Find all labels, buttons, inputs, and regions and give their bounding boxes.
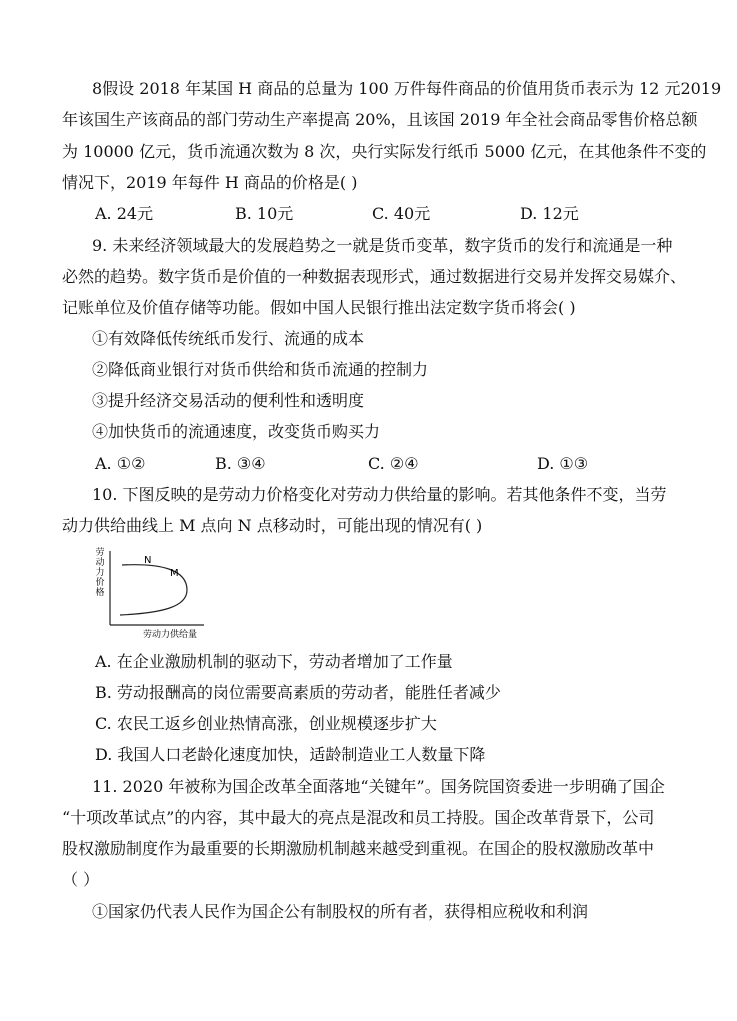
q10-line-1: 10. 下图反映的是劳动力价格变化对劳动力供给量的影响。若其他条件不变，当劳 xyxy=(92,485,667,504)
q9-option-d: D. ①③ xyxy=(537,454,589,473)
q8-line-1: 8假设 2018 年某国 H 商品的总量为 100 万件每件商品的价值用货币表示为 12 元2019 xyxy=(92,79,722,98)
q8-option-d: D. 12元 xyxy=(520,204,579,223)
q10-option-b: B. 劳动报酬高的岗位需要高素质的劳动者，能胜任者减少 xyxy=(95,683,501,702)
q8-line-4: 情况下，2019 年每件 H 商品的价格是( ) xyxy=(62,173,358,192)
graph-point-n: N xyxy=(144,555,152,566)
graph-y-label-2: 动 xyxy=(95,558,105,568)
q9-item-1: ①有效降低传统纸币发行、流通的成本 xyxy=(92,329,365,348)
q9-option-b: B. ③④ xyxy=(215,454,266,473)
q10-option-a: A. 在企业激励机制的驱动下，劳动者增加了工作量 xyxy=(95,652,453,671)
q8-line-3: 为 10000 亿元，货币流通次数为 8 次，央行实际发行纸币 5000 亿元，在其他条件不变的 xyxy=(62,142,707,161)
q10-line-2: 动力供给曲线上 M 点向 N 点移动时，可能出现的情况有( ) xyxy=(62,516,483,535)
q11-line-3: 股权激励制度作为最重要的长期激励机制越来越受到重视。在国企的股权激励改革中 xyxy=(62,839,655,858)
labor-supply-graph xyxy=(92,545,212,645)
graph-y-label-3: 力 xyxy=(95,568,105,578)
q9-line-1: 9. 未来经济领域最大的发展趋势之一就是货币变革，数字货币的发行和流通是一种 xyxy=(92,236,673,255)
q9-option-a: A. ①② xyxy=(95,454,146,473)
graph-y-label-4: 价 xyxy=(95,578,105,588)
q9-item-2: ②降低商业银行对货币供给和货币流通的控制力 xyxy=(92,360,429,379)
q9-line-2: 必然的趋势。数字货币是价值的一种数据表现形式，通过数据进行交易并发挥交易媒介、 xyxy=(62,267,687,286)
q11-line-4: （ ） xyxy=(62,870,100,889)
q11-line-2: “十项改革试点”的内容，其中最大的亮点是混改和员工持股。国企改革背景下，公司 xyxy=(62,808,655,827)
q8-line-2: 年该国生产该商品的部门劳动生产率提高 20%，且该国 2019 年全社会商品零售价格总额 xyxy=(62,110,698,129)
graph-y-label-5: 格 xyxy=(95,588,105,598)
q11-item-1: ①国家仍代表人民作为国企公有制股权的所有者，获得相应税收和利润 xyxy=(92,902,589,921)
q9-line-3: 记账单位及价值存储等功能。假如中国人民银行推出法定数字货币将会( ) xyxy=(62,298,576,317)
q8-option-c: C. 40元 xyxy=(372,204,431,223)
graph-y-label-1: 劳 xyxy=(95,548,105,558)
q9-item-3: ③提升经济交易活动的便利性和透明度 xyxy=(92,391,365,410)
q9-option-c: C. ②④ xyxy=(368,454,419,473)
graph-point-m: M xyxy=(170,568,179,579)
q8-option-a: A. 24元 xyxy=(95,204,154,223)
q10-option-c: C. 农民工返乡创业热情高涨，创业规模逐步扩大 xyxy=(95,714,437,733)
q10-option-d: D. 我国人口老龄化速度加快，适龄制造业工人数量下降 xyxy=(95,745,486,764)
q11-line-1: 11. 2020 年被称为国企改革全面落地“关键年”。国务院国资委进一步明确了国企 xyxy=(92,777,665,796)
graph-x-label: 劳动力供给量 xyxy=(142,630,198,640)
q8-option-b: B. 10元 xyxy=(235,204,294,223)
q9-item-4: ④加快货币的流通速度，改变货币购买力 xyxy=(92,422,381,441)
